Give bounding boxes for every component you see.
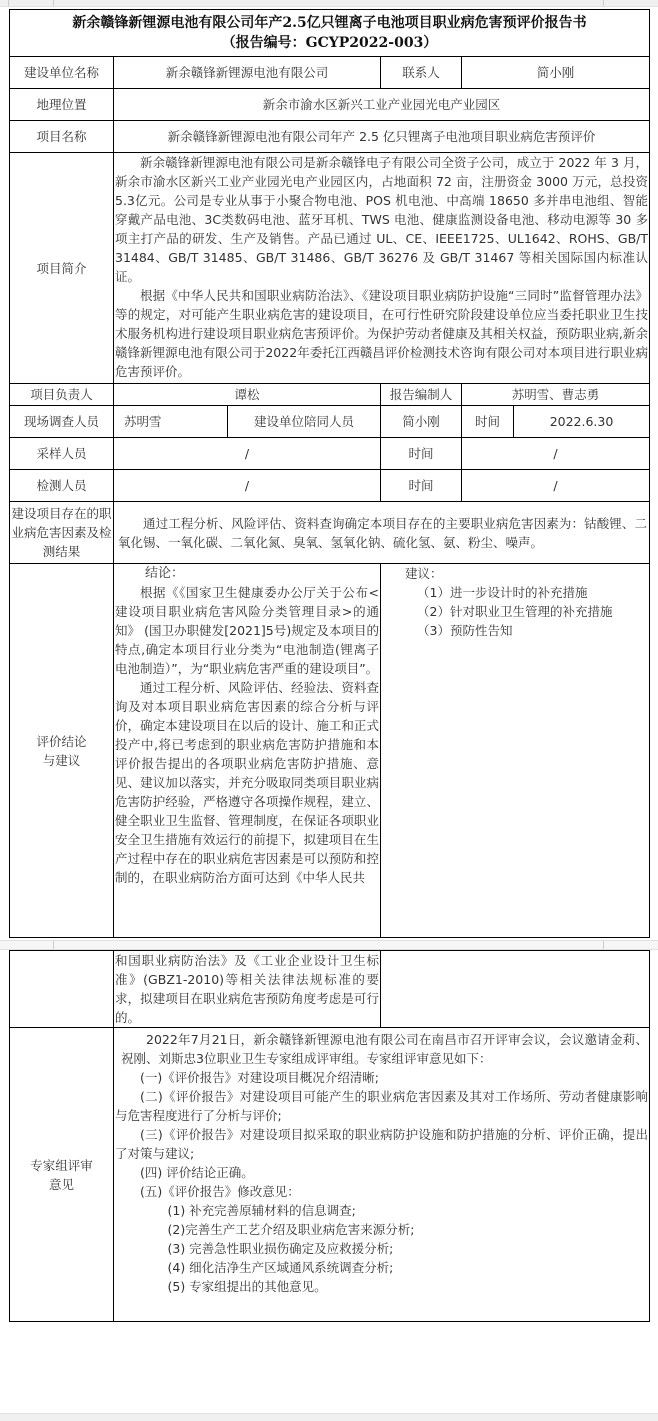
suggestion-item: （2）针对职业卫生管理的补充措施 [417, 604, 613, 619]
suggestion-heading: 建议： [405, 566, 443, 581]
expert-review-label-line1: 专家组评审 [30, 1157, 93, 1173]
suggestion-item: （3）预防性告知 [417, 623, 513, 638]
escort-value: 简小刚 [381, 406, 462, 438]
revision-item: (4) 细化洁净生产区域通风系统调查分析; [167, 1260, 394, 1275]
conclusion-label-line2: 与建议 [42, 752, 81, 768]
expert-review-item: (三)《评价报告》对建设项目拟采取的职业病防护设施和防护措施的分析、评价正确，提出了对策与建议; [115, 1127, 648, 1161]
location-label: 地理位置 [10, 89, 114, 121]
margin-marker-left [53, 0, 54, 6]
contact-label: 联系人 [381, 57, 462, 89]
suggestion-cell [381, 564, 650, 938]
hazards-value: 通过工程分析、风险评估、资料查询确定本项目存在的主要职业病危害因素为：钴酸锂、二氧化锡、一氧化碳、二氧化氮、臭氧、氢氧化钠、硫化氢、氨、粉尘、噪声。 [114, 502, 650, 564]
site-survey-label: 现场调查人员 [10, 406, 114, 438]
sampling-value: / [114, 438, 381, 470]
conclusion-paragraph-continued: 和国职业病防治法》及《工业企业设计卫生标准》(GBZ1-2010)等相关法律法规标准的要求，拟建项目在职业病危害预防角度考虑是可行的。 [115, 953, 379, 1025]
report-summary-table-page1 [9, 9, 650, 938]
conclusion-label-continued [10, 951, 114, 1028]
project-lead-label: 项目负责人 [10, 384, 114, 406]
project-name-value: 新余赣锋新锂源电池有限公司年产 2.5 亿只锂离子电池项目职业病危害预评价 [114, 121, 650, 153]
page-break [0, 940, 658, 950]
testing-time-label: 时间 [381, 470, 462, 502]
expert-review-label [10, 1028, 114, 1322]
conclusion-paragraph: 通过工程分析、风险评估、经验法、资料查询及对本项目职业病危害因素的综合分析与评价，确定本建设项目在以后的设计、施工和正式投产中,将已考虑到的职业病危害防护措施和本评价报告提出的各项职业病危害防护措施、意见、建议加以落实，并充分吸取同类项目职业病危害防护经验，严格遵守各项操作规程，建立、健全职业卫生监督、管理制度，在保证各项职业安全卫生措施有效运行的前提下，拟建项目在生产过程中存在的职业病危害因素是可以预防和控制的，在职业病防治方面可达到《中华人民共 [115, 680, 379, 885]
page-ruler-top [0, 0, 658, 7]
document-title: 新余赣锋新锂源电池有限公司年产2.5亿只锂离子电池项目职业病危害预评价报告书 [72, 15, 587, 31]
report-number: （报告编号：GCYP2022-003） [221, 35, 438, 51]
project-intro-cell [114, 153, 650, 384]
survey-time-value: 2022.6.30 [514, 406, 650, 438]
conclusion-cell [114, 564, 381, 938]
conclusion-label-line1: 评价结论 [36, 733, 87, 749]
project-intro-label: 项目简介 [10, 153, 114, 384]
sampling-time-value: / [462, 438, 650, 470]
project-name-label: 项目名称 [10, 121, 114, 153]
conclusion-paragraph: 根据《《国家卫生健康委办公厅关于公布<建设项目职业病危害风险分类管理目录>的通知》 (国卫办职健发[2021]5号)规定及本项目的特点,确定本项目行业分类为“电池制造(锂离子电池制造）”，为“职业病危害严重的建设项目”。 [115, 585, 379, 676]
construction-unit-value: 新余赣锋新锂源电池有限公司 [114, 57, 381, 89]
testing-time-value: / [462, 470, 650, 502]
report-author-label: 报告编制人 [381, 384, 462, 406]
expert-review-label-line2: 意见 [48, 1176, 74, 1192]
location-value: 新余市渝水区新兴工业产业园光电产业园区 [114, 89, 650, 121]
margin-marker-left [53, 941, 54, 949]
escort-label: 建设单位陪同人员 [228, 406, 381, 438]
expert-review-cell [114, 1028, 650, 1322]
document-title-cell [10, 10, 650, 57]
expert-review-item: (四) 评价结论正确。 [140, 1165, 254, 1180]
contact-value: 简小刚 [462, 57, 650, 89]
construction-unit-label: 建设单位名称 [10, 57, 114, 89]
report-author-value: 苏明雪、曹志勇 [462, 384, 650, 406]
margin-marker-right [603, 941, 604, 949]
project-intro-paragraph: 根据《中华人民共和国职业病防治法》、《建设项目职业病防护设施“三同时”监督管理办法》等的规定，对可能产生职业病危害的建设项目，在可行性研究阶段建设单位应当委托职业卫生技术服务机构进行建设项目职业病危害预评价。为保护劳动者健康及其相关权益，预防职业病,新余赣锋新锂源电池有限公司于2022年委托江西赣昌评价检测技术咨询有限公司对本项目进行职业病危害预评价。 [115, 288, 649, 379]
expert-review-item: (五)《评价报告》修改意见： [140, 1184, 300, 1199]
conclusion-continued-cell [114, 951, 381, 1028]
revision-item: (5) 专家组提出的其他意见。 [167, 1279, 327, 1294]
suggestion-cell-continued [381, 951, 650, 1028]
survey-time-label: 时间 [462, 406, 514, 438]
revision-item: (2)完善生产工艺介绍及职业病危害来源分析; [167, 1222, 415, 1237]
sampling-time-label: 时间 [381, 438, 462, 470]
project-lead-value: 谭松 [114, 384, 381, 406]
revision-item: (3) 完善急性职业损伤确定及应救援分析; [167, 1241, 394, 1256]
expert-review-item: (二)《评价报告》对建设项目可能产生的职业病危害因素及其对工作场所、劳动者健康影响与危害程度进行了分析与评价; [115, 1089, 648, 1123]
hazards-label: 建设项目存在的职业病危害因素及检测结果 [10, 502, 114, 564]
report-summary-table-page2 [9, 950, 650, 1322]
margin-marker-right [603, 0, 604, 6]
ruler-corner [0, 0, 9, 6]
revision-item: (1) 补充完善原辅材料的信息调查; [167, 1203, 356, 1218]
conclusion-label [10, 564, 114, 938]
project-intro-paragraph: 新余赣锋新锂源电池有限公司是新余赣锋电子有限公司全资子公司，成立于 2022 年 3 月，新余市渝水区新兴工业产业园光电产业园区内，占地面积 72 亩，注册资金 3000 万元，总投资5.3亿元。公司是专业从事于小聚合物电池、POS 机电池、中高端 18650 多并串电池组、智能穿戴产品电池、3C类数码电池、蓝牙耳机、TWS 电池、健康监测设备电池、移动电源等 30 多项主打产品的研发、生产及销售。产品已通过 UL、CE、IEEE1725、UL1642、ROHS、GB/T 31484、GB/T 31485、GB/T 31486、GB/T 36276 及 GB/T 31467 等相关国际国内标准认证。 [115, 155, 649, 284]
suggestion-item: （1）进一步设计时的补充措施 [417, 585, 588, 600]
expert-review-item: (一)《评价报告》对建设项目概况介绍清晰; [140, 1070, 379, 1085]
testing-value: / [114, 470, 381, 502]
site-survey-value: 苏明雪 [114, 406, 228, 438]
expert-review-intro: 2022年7月21日，新余赣锋新锂源电池有限公司在南昌市召开评审会议，会议邀请金莉、祝刚、刘斯忠3位职业卫生专家组成评审组。专家组评审意见如下： [121, 1032, 648, 1066]
testing-label: 检测人员 [10, 470, 114, 502]
sampling-label: 采样人员 [10, 438, 114, 470]
conclusion-heading: 结论： [145, 566, 185, 581]
